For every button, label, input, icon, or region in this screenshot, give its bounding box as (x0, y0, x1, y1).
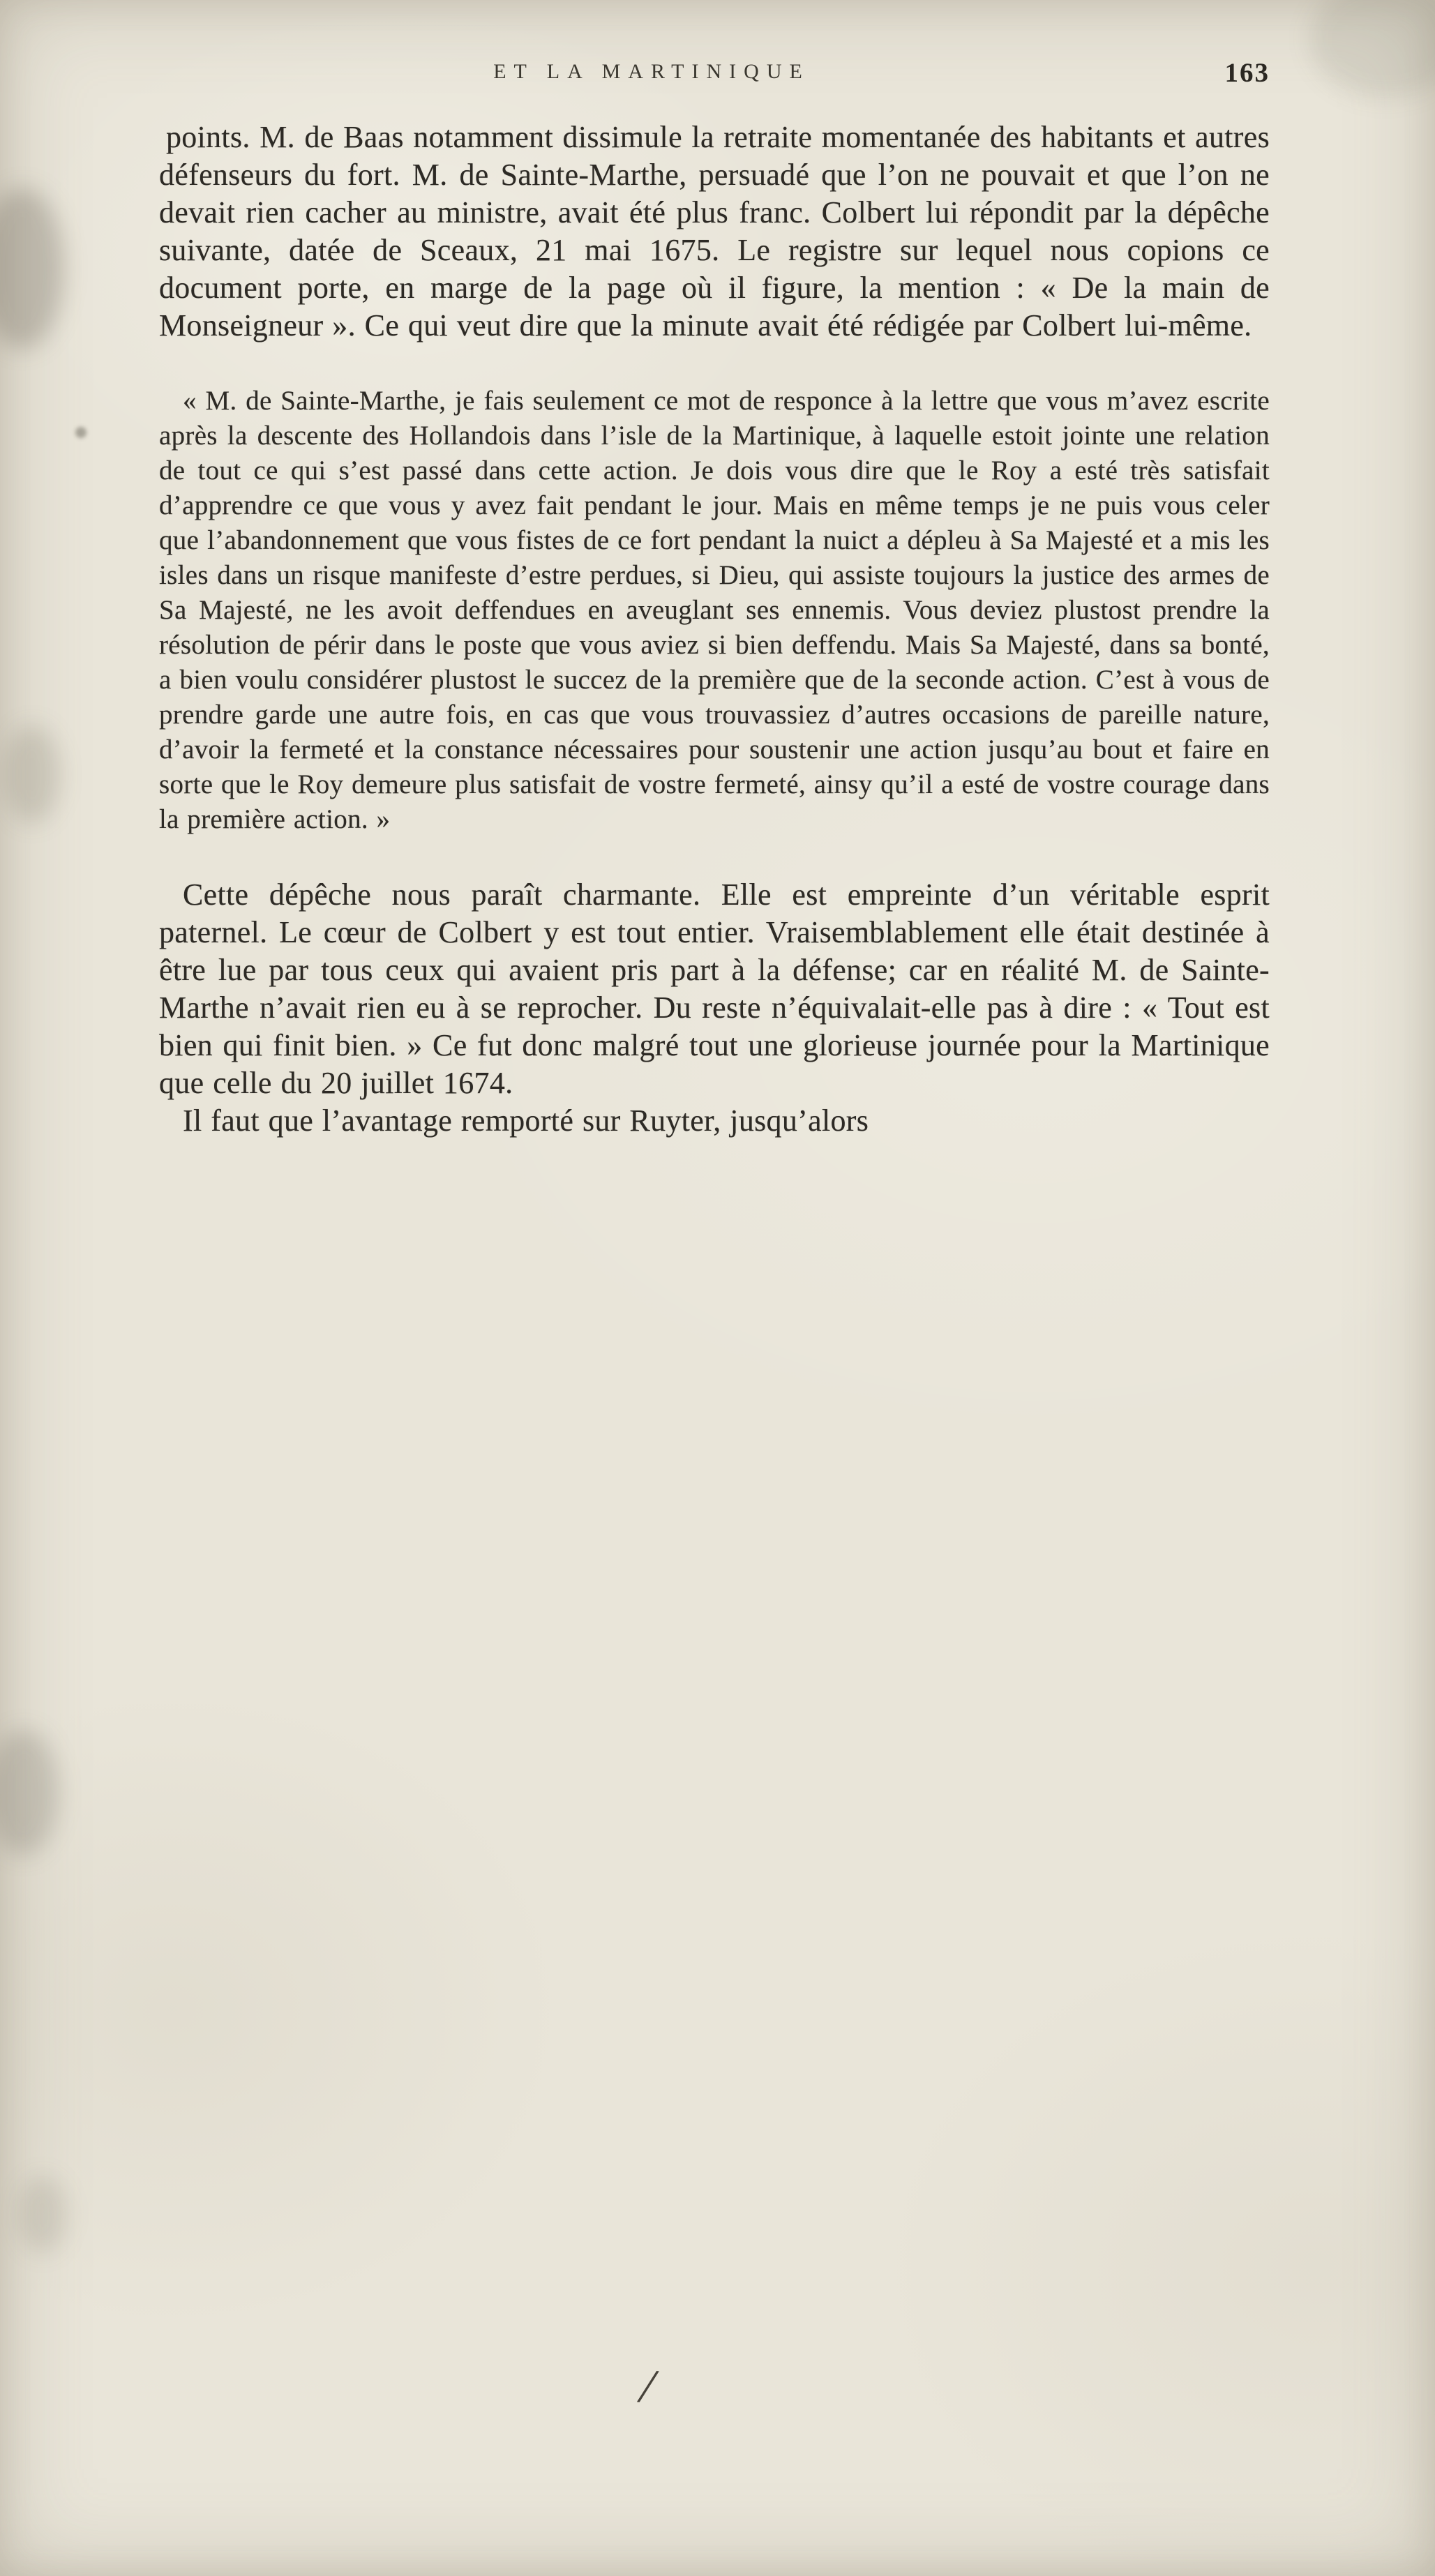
scan-smudge (4, 725, 60, 823)
text-block (159, 60, 1270, 1140)
scan-speck (75, 427, 87, 438)
page-header (159, 60, 1270, 91)
ink-mark: / (638, 2359, 656, 2414)
scan-smudge (18, 2176, 67, 2253)
paragraph-continuation: points. M. de Baas notamment dissimule la retraite momentanée des habitants et autres défenseurs du fort. M. de Sainte-Marthe, persuadé que l’on ne pouvait et que l’on ne devait rien cacher au ministre, avait été plus franc. Colbert lui répondit par la dépêche suivante, datée de Sceaux, 21 mai 1675. Le registre sur lequel nous copions ce document porte, en marge de la page où il figure, la mention : « De la main de Monseigneur ». Ce qui veut dire que la minute avait été rédigée par Colbert lui-même. (159, 120, 1270, 342)
colbert-letter-quote: « M. de Sainte-Marthe, je fais seulement ce mot de responce à la lettre que vous m’avez escrite après la descente des Hollandois dans l’isle de la Martinique, à laquelle estoit jointe une relation de tout ce qui s’est passé dans cette action. Je dois vous dire que le Roy a esté très satisfait d’apprendre ce que vous y avez fait pendant le jour. Mais en même temps je ne puis vous celer que l’abandonnement que vous fistes de ce fort pendant la nuict a dépleu à Sa Majesté et a mis les isles dans un risque manifeste d’estre perdues, si Dieu, qui assiste toujours la justice des armes de Sa Majesté, ne les avoit deffendues en aveuglant ses ennemis. Vous deviez plustost prendre la résolution de périr dans le poste que vous aviez si bien deffendu. Mais Sa Majesté, dans sa bonté, a bien voulu considérer plustost le succez de la première que de la seconde action. C’est à vous de prendre garde une autre fois, en cas que vous trouvassiez d’autres occasions de pareille nature, d’avoir la fermeté et la constance nécessaires pour soustenir une action jusqu’au bout et faire en sorte que le Roy demeure plus satisfait de vostre fermeté, ainsy qu’il a esté de vostre courage dans la première action. » (159, 386, 1270, 834)
scan-smudge (1309, 0, 1435, 98)
paragraph-commentary: Cette dépêche nous paraît charmante. Elle est empreinte d’un véritable esprit paternel. Le cœur de Colbert y est tout entier. Vraisemblablement elle était destinée à être lue par tous ceux qui avaient pris part à la défense; car en réalité M. de Sainte-Marthe n’avait rien eu à se reprocher. Du reste n’équivalait-elle pas à dire : « Tout est bien qui finit bien. » Ce fut donc malgré tout une glorieuse journée pour la Martinique que celle du 20 juillet 1674. (159, 878, 1270, 1100)
scan-smudge (0, 1730, 59, 1855)
page-number: 163 (1224, 58, 1270, 88)
scan-smudge (0, 188, 64, 349)
paragraph-last-line: Il faut que l’avantage remporté sur Ruyter, jusqu’alors (183, 1104, 869, 1138)
running-title: ET LA MARTINIQUE (493, 60, 810, 83)
